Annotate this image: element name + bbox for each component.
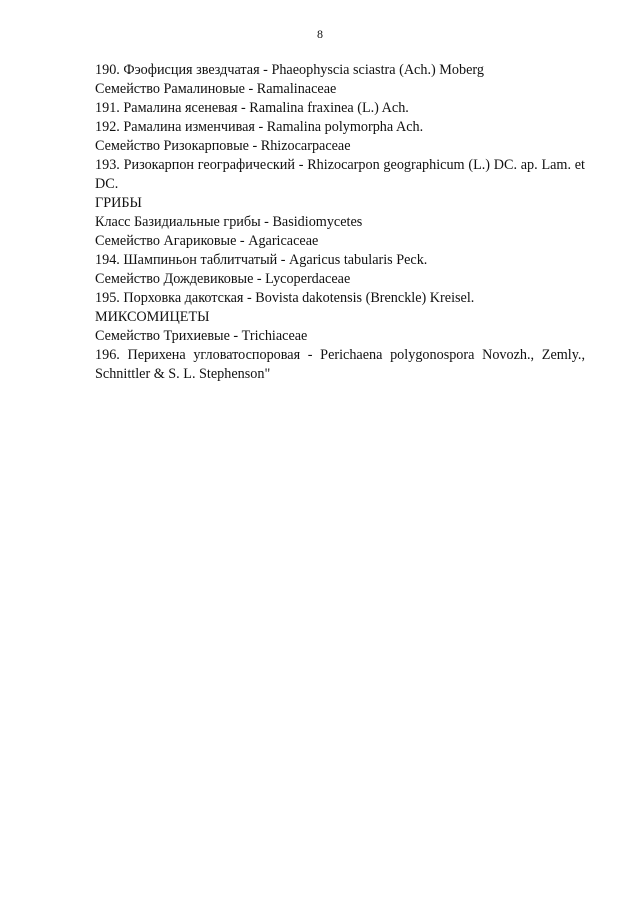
family-lycoperdaceae: Семейство Дождевиковые - Lycoperdaceae <box>95 271 351 287</box>
entry-193: 193. Ризокарпон географический - Rhizocarpon geographicum (L.) DC. ap. Lam. et DC. <box>95 157 585 192</box>
entry-194: 194. Шампиньон таблитчатый - Agaricus tabularis Peck. <box>95 252 428 268</box>
section-fungi: ГРИБЫ <box>95 195 142 211</box>
family-agaricaceae: Семейство Агариковые - Agaricaceae <box>95 233 319 249</box>
entry-190: 190. Фэофисция звездчатая - Phaeophyscia sciastra (Ach.) Moberg <box>95 62 484 78</box>
entry-191: 191. Рамалина ясеневая - Ramalina fraxinea (L.) Ach. <box>95 100 409 116</box>
family-rhizocarpaceae: Семейство Ризокарповые - Rhizocarpaceae <box>95 138 351 154</box>
class-basidiomycetes: Класс Базидиальные грибы - Basidiomycetes <box>95 214 363 230</box>
entry-196: 196. Перихена угловатоспоровая - Perichaena polygonospora Novozh., Zemly., Schnittler & S. L. Stephenson" <box>95 347 585 382</box>
page-number: 8 <box>317 27 323 41</box>
section-myxomycetes: МИКСОМИЦЕТЫ <box>95 309 210 325</box>
document-body <box>95 61 585 384</box>
family-trichiaceae: Семейство Трихиевые - Trichiaceae <box>95 328 308 344</box>
family-ramalinaceae: Семейство Рамалиновые - Ramalinaceae <box>95 81 337 97</box>
entry-195: 195. Порховка дакотская - Bovista dakotensis (Brenckle) Kreisel. <box>95 290 475 306</box>
entry-192: 192. Рамалина изменчивая - Ramalina polymorpha Ach. <box>95 119 424 135</box>
